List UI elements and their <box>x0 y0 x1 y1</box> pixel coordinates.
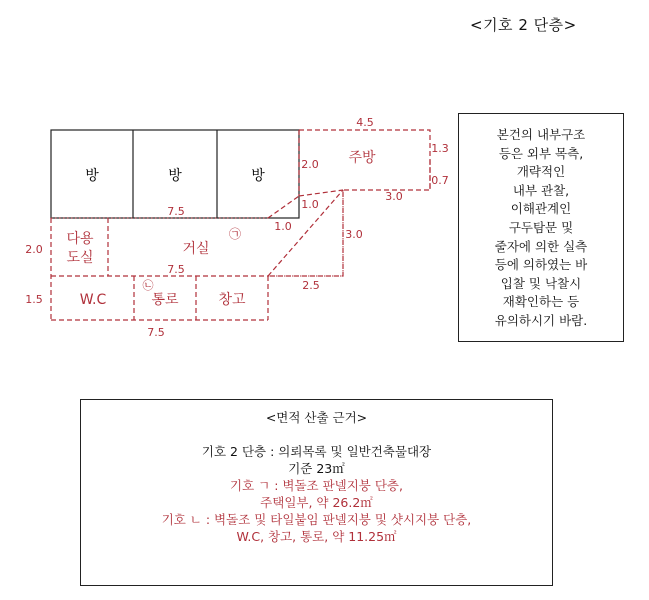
basis-line-5: 기호 ㄴ : 벽돌조 및 타일붙임 판넬지붕 및 샷시지붕 단층, <box>161 512 472 527</box>
basis-line-6: W.C, 창고, 통로, 약 11.25㎡ <box>236 529 397 544</box>
dim-bottom-width: 7.5 <box>147 326 165 339</box>
room-kitchen: 주방 <box>348 150 376 166</box>
basis-line-3: 기호 ㄱ : 벽돌조 판넬지붕 단층, <box>230 478 403 493</box>
dim-right-lower: 0.7 <box>431 174 449 187</box>
note-line: 본건의 내부구조 <box>496 127 586 142</box>
symbol-nieun: ㉡ <box>142 279 154 292</box>
dim-left-upper: 2.0 <box>25 243 43 256</box>
note-line: 재확인하는 등 <box>502 294 580 310</box>
room-utility-line1: 다용 <box>66 231 94 247</box>
note-line: 이해관계인 <box>510 201 572 217</box>
room-bang-1: 방 <box>85 168 99 184</box>
note-line: 등은 외부 목측, <box>498 145 584 161</box>
room-storage: 창고 <box>218 292 246 308</box>
basis-line-1: 기호 2 단층 : 의뢰목록 및 일반건축물대장 <box>201 444 432 459</box>
symbol-giyeok: ㉠ <box>228 227 242 241</box>
dim-top: 4.5 <box>356 116 374 129</box>
dim-vertical: 3.0 <box>345 228 363 241</box>
note-line: 유의하시기 바람. <box>494 312 588 328</box>
basis-line-4: 주택일부, 약 26.2㎡ <box>260 495 373 510</box>
basis-title: <면적 산출 근거> <box>265 410 368 425</box>
dim-rooms-width: 7.5 <box>167 205 185 218</box>
plan-title: <기호 2 단층> <box>470 16 577 34</box>
small-diagonal <box>268 196 299 218</box>
dim-mid-horizontal: 3.0 <box>385 190 403 203</box>
area-basis-box <box>80 399 553 586</box>
basis-line-2: 기준 23㎡ <box>288 461 345 476</box>
dim-right-upper: 1.3 <box>431 142 449 155</box>
dim-bottom-diagonal: 2.5 <box>302 279 320 292</box>
note-line: 입찰 및 낙찰시 <box>500 275 582 291</box>
kitchen-diagonal <box>299 190 343 196</box>
dim-kitchen-height: 2.0 <box>301 158 319 171</box>
note-line: 등에 의하였는 바 <box>494 257 588 273</box>
note-line: 줄자에 의한 실측 <box>494 238 588 254</box>
room-bang-2: 방 <box>168 168 182 184</box>
note-box <box>458 113 624 342</box>
room-living: 거실 <box>182 241 210 257</box>
dim-kitchen-small: 1.0 <box>301 198 319 211</box>
room-bang-3: 방 <box>251 168 265 184</box>
dim-diagonal: 1.0 <box>274 220 292 233</box>
dim-living-width: 7.5 <box>167 263 185 276</box>
room-wc: W.C <box>79 292 107 308</box>
room-utility-line2: 도실 <box>66 250 94 266</box>
note-line: 내부 관찰, <box>512 182 570 198</box>
note-line: 개략적인 <box>516 164 566 180</box>
dim-left-lower: 1.5 <box>25 293 43 306</box>
note-line: 구두탐문 및 <box>508 219 574 235</box>
room-corridor: 통로 <box>151 292 179 308</box>
